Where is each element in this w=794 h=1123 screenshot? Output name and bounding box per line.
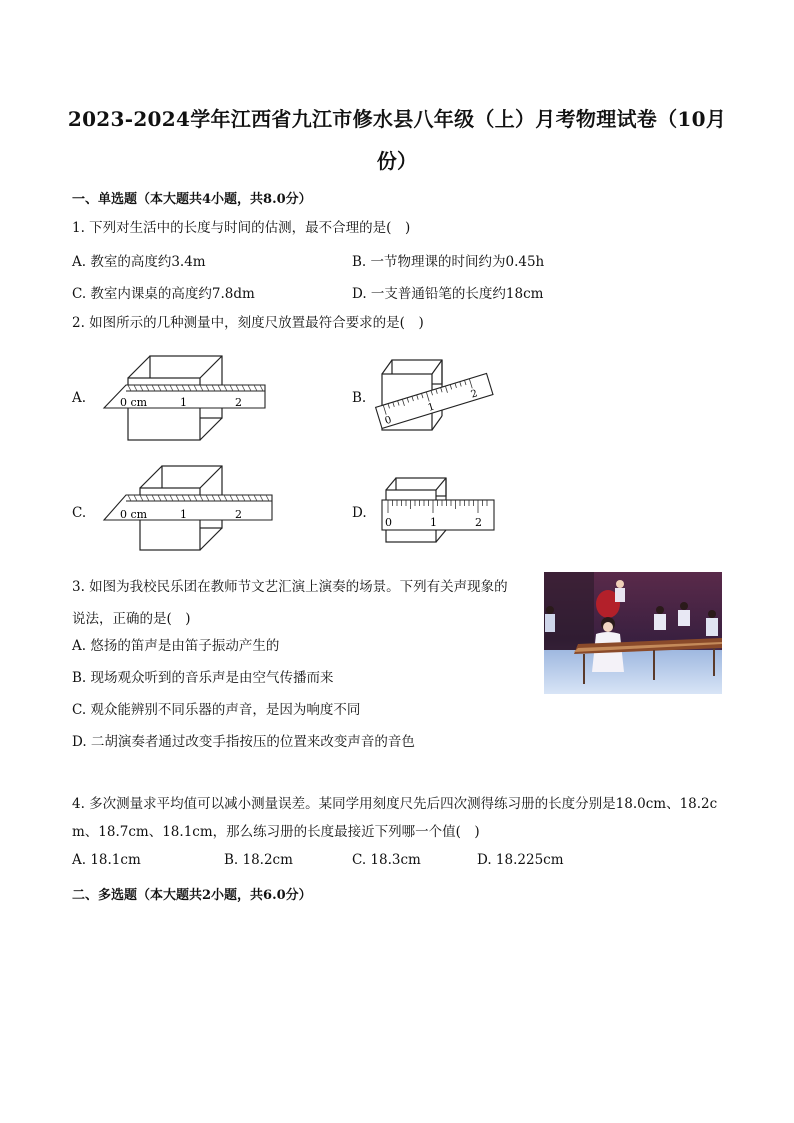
question-4-option-c[interactable]: C. 18.3cm (352, 852, 421, 868)
question-4-stem-line1: 4. 多次测量求平均值可以减小测量误差。某同学用刻度尺先后四次测得练习册的长度分别是18.0cm、18.2c (72, 796, 718, 812)
question-3-option-b[interactable]: B. 现场观众听到的音乐声是由空气传播而来 (72, 670, 334, 686)
question-4-option-b[interactable]: B. 18.2cm (224, 852, 293, 868)
figure-2b-tick-1: 1 (426, 401, 436, 414)
figure-2d-aligned-ruler[interactable] (378, 476, 498, 546)
section-single-choice: 一、单选题（本大题共4小题，共8.0分） (72, 192, 312, 207)
question-3-option-c[interactable]: C. 观众能辨别不同乐器的声音，是因为响度不同 (72, 702, 361, 718)
question-3-option-a[interactable]: A. 悠扬的笛声是由笛子振动产生的 (72, 638, 280, 654)
question-4-stem (72, 790, 732, 846)
question-2-option-c-label[interactable]: C. (72, 505, 87, 521)
question-1-stem: 1. 下列对生活中的长度与时间的估测，最不合理的是( ) (72, 220, 411, 236)
question-3-stem-line2: 说法，正确的是( ) (72, 611, 191, 627)
orchestra-performance-photo (544, 572, 722, 694)
figure-2a-tick-1: 1 (180, 396, 187, 409)
figure-2a-ruler-block[interactable] (100, 352, 270, 444)
section-multiple-choice: 二、多选题（本大题共2小题，共6.0分） (72, 888, 312, 903)
question-1-option-b[interactable]: B. 一节物理课的时间约为0.45h (352, 254, 545, 270)
question-1-option-c[interactable]: C. 教室内课桌的高度约7.8dm (72, 286, 255, 302)
exam-title (60, 98, 734, 182)
exam-title-line2: 份） (376, 149, 418, 173)
figure-2b-tick-2: 2 (469, 388, 479, 401)
question-2-option-d-label[interactable]: D. (352, 505, 367, 521)
question-3-stem (72, 571, 508, 635)
question-2-option-a-label[interactable]: A. (72, 390, 87, 406)
question-1-option-a[interactable]: A. 教室的高度约3.4m (72, 254, 206, 270)
question-2-option-b-label[interactable]: B. (352, 390, 367, 406)
figure-2c-tick-zero: 0 cm (120, 508, 148, 521)
figure-2d-tick-zero: 0 (385, 516, 392, 529)
question-4-option-d[interactable]: D. 18.225cm (477, 852, 564, 868)
question-4-option-a[interactable]: A. 18.1cm (72, 852, 141, 868)
figure-2d-tick-1: 1 (430, 516, 437, 529)
question-3-option-d[interactable]: D. 二胡演奏者通过改变手指按压的位置来改变声音的音色 (72, 734, 415, 750)
figure-2d-tick-2: 2 (475, 516, 482, 529)
question-2-stem: 2. 如图所示的几种测量中，刻度尺放置最符合要求的是( ) (72, 315, 424, 331)
figure-2a-tick-2: 2 (235, 396, 242, 409)
figure-2c-tick-1: 1 (180, 508, 187, 521)
figure-2a-tick-zero: 0 cm (120, 396, 148, 409)
question-4-stem-line2: m、18.7cm、18.1cm，那么练习册的长度最接近下列哪一个值( ) (72, 824, 480, 840)
question-1-option-d[interactable]: D. 一支普通铅笔的长度约18cm (352, 286, 544, 302)
orchestra-photo-illustration (544, 572, 722, 694)
question-3-stem-line1: 3. 如图为我校民乐团在教师节文艺汇演上演奏的场景。下列有关声现象的 (72, 579, 508, 595)
figure-2b-tilted-ruler[interactable] (372, 356, 496, 436)
figure-2c-ruler-block[interactable] (100, 462, 275, 554)
figure-2c-tick-2: 2 (235, 508, 242, 521)
figure-2b-tick-zero: 0 (383, 414, 393, 427)
exam-title-line1: 2023-2024学年江西省九江市修水县八年级（上）月考物理试卷（10月 (67, 107, 727, 131)
